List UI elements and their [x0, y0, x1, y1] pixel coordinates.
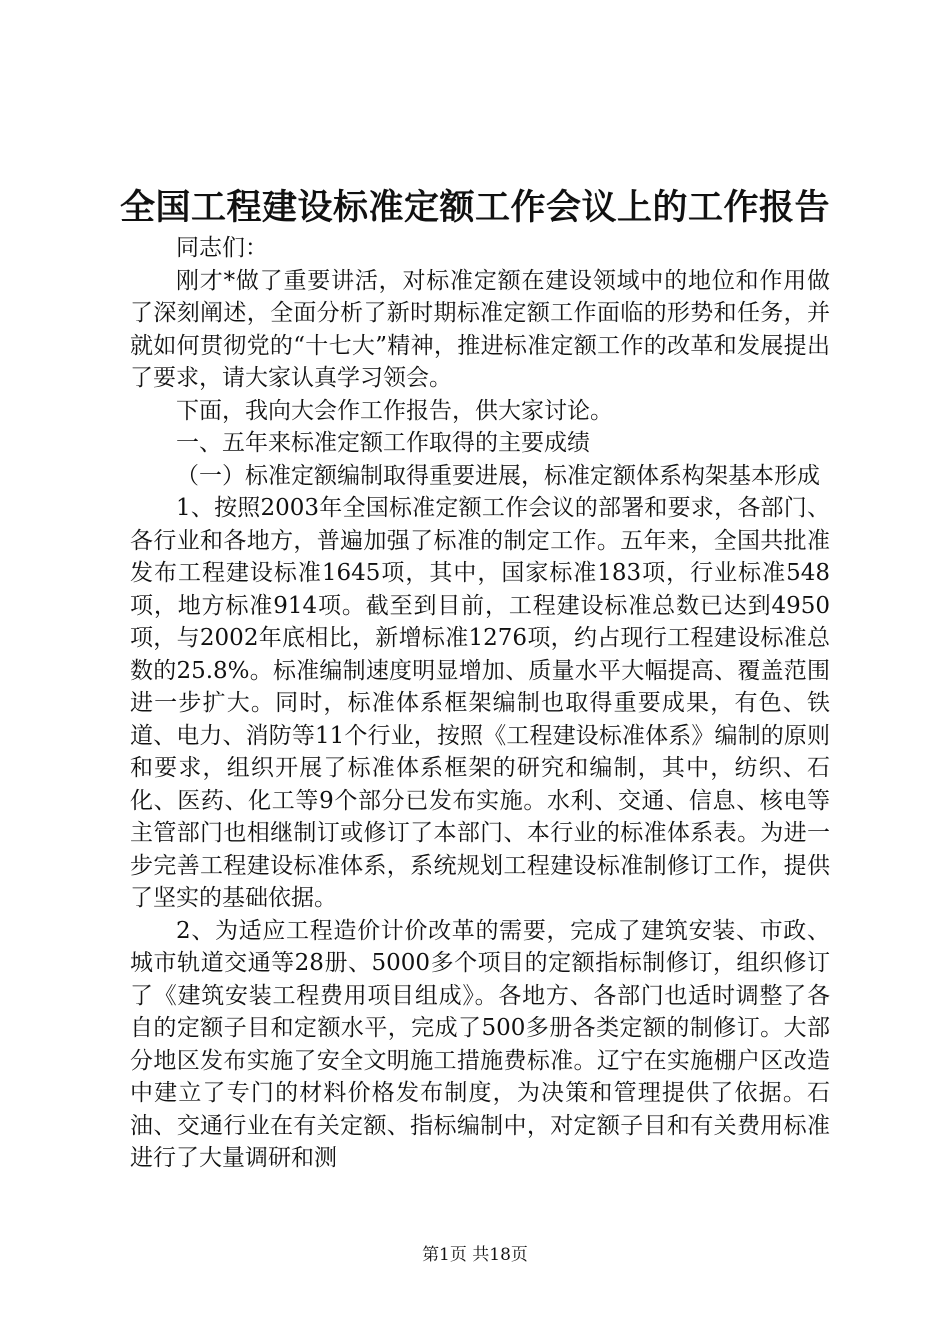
section-heading: 一、五年来标准定额工作取得的主要成绩 [176, 430, 590, 456]
document-title: 全国工程建设标准定额工作会议上的工作报告 [119, 187, 830, 228]
intro-paragraph-2: 下面，我向大会作工作报告，供大家讨论。 [176, 397, 613, 424]
body-paragraph-1: 1、按照2003年全国标准定额工作会议的部署和要求，各部门、各行业和各地方，普遍加强了标准的制定工作。五年来，全国共批准发布工程建设标准1645项，其中，国家标准183项，行业标准548项，地方标准914项。截至到目前，工程建设标准总数已达到4950项，与2002年底相比，新增标准1276项，约占现行工程建设标准总数的25.8%。标准编制速度明显增加、质量水平大幅提高、覆盖范围进一步扩大。同时，标准体系框架编制也取得重要成果，有色、铁道、电力、消防等11个行业，按照《工程建设标准体系》编制的原则和要求，组织开展了标准体系框架的研究和编制，其中，纺织、石化、医药、化工等9个部分已发布实施。水利、交通、信息、核电等主管部门也相继制订或修订了本部门、本行业的标准体系表。为进一步完善工程建设标准体系，系统规划工程建设标准制修订工作，提供了坚实的基础依据。 [130, 495, 830, 911]
subsection-heading: （一）标准定额编制取得重要进展，标准定额体系构架基本形成 [176, 462, 820, 489]
document-body [130, 232, 830, 1175]
page-footer: 第1页 共18页 [422, 1245, 528, 1265]
intro-paragraph: 刚才*做了重要讲活，对标准定额在建设领域中的地位和作用做了深刻阐述，全面分析了新时期标准定额工作面临的形势和任务，并就如何贯彻党的“十七大”精神，推进标准定额工作的改革和发展提出了要求，请大家认真学习领会。 [130, 267, 830, 391]
body-paragraph-2: 2、为适应工程造价计价改革的需要，完成了建筑安装、市政、城市轨道交通等28册、5000多个项目的定额指标制修订，组织修订了《建筑安装工程费用项目组成》。各地方、各部门也适时调整了各自的定额子目和定额水平，完成了500多册各类定额的制修订。大部分地区发布实施了安全文明施工措施费标准。辽宁在实施棚户区改造中建立了专门的材料价格发布制度，为决策和管理提供了依据。石油、交通行业在有关定额、指标编制中，对定额子目和有关费用标准进行了大量调研和测 [130, 917, 830, 1171]
salutation: 同志们： [176, 235, 268, 261]
